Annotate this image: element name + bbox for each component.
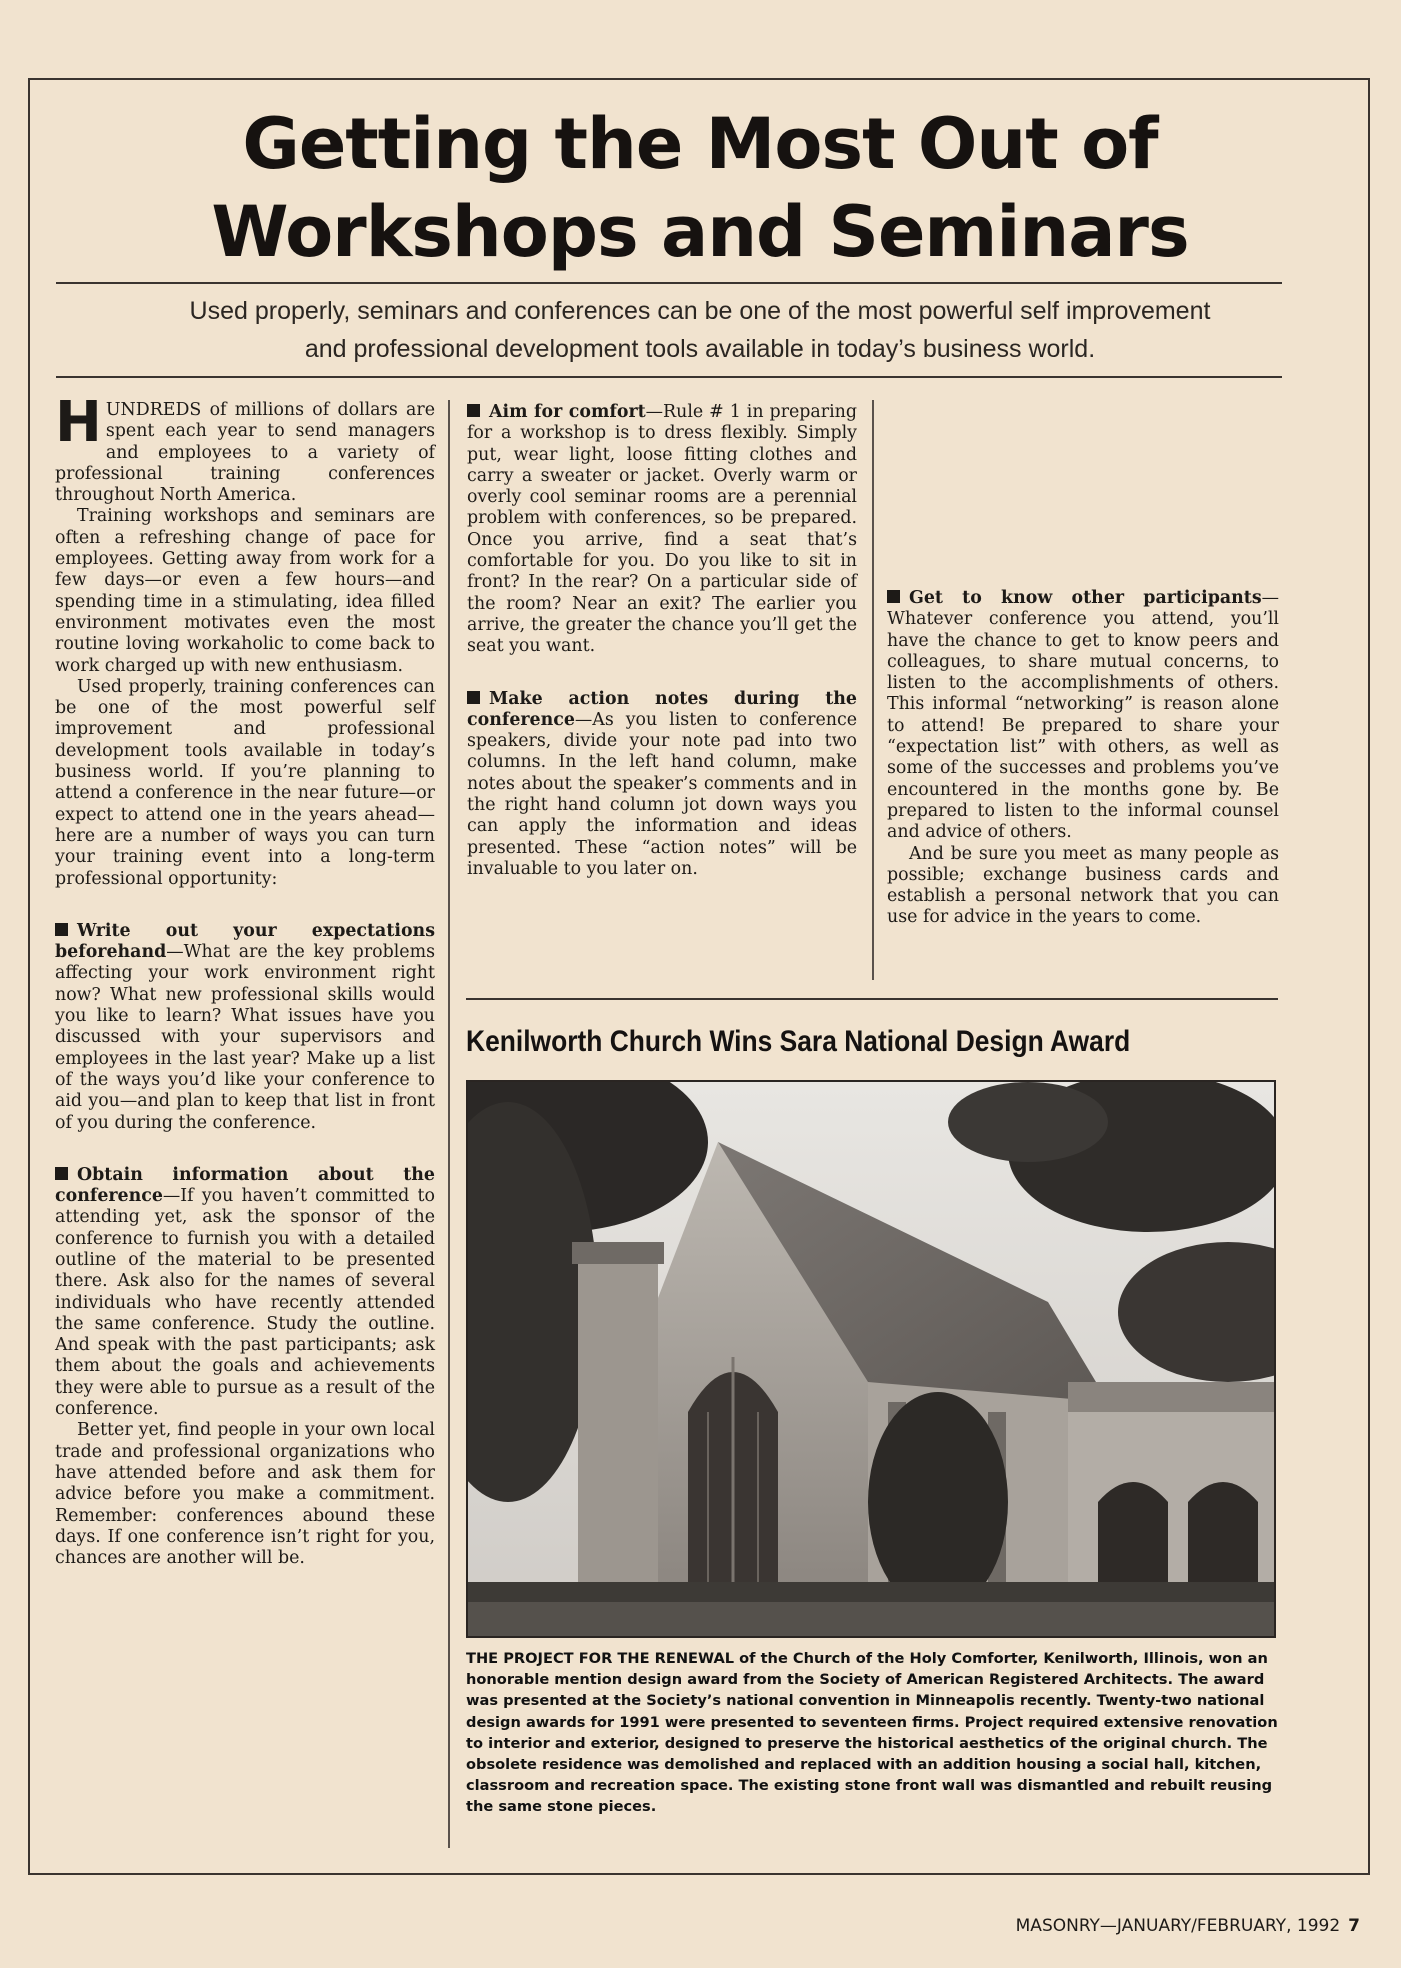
photo-caption: THE PROJECT FOR THE RENEWAL of the Church of the Holy Comforter, Kenilworth, Illinois, won an honorable mention design award from the Society of American Registered Architects. The award was presented at the Society’s national convention in Minneapolis recently. Twenty-two national design awards for 1991 were presented to seventeen firms. Project required extensive renovation to interior and exterior, designed to preserve the historical aesthetics of the original church. The obsolete residence was demolished and replaced with an addition housing a social hall, kitchen, classroom and recreation space. The existing stone front wall was dismantled and rebuilt reusing the same stone pieces. (466, 1650, 1278, 1816)
title-rule (56, 282, 1282, 284)
church-photo (466, 1080, 1276, 1638)
article-subtitle: Used properly, seminars and conferences can be one of the most powerful self improvement and professional development tools available in today’s business world. (189, 297, 1211, 363)
square-bullet-icon (55, 923, 68, 936)
news-headline: Kenilworth Church Wins Sara National Design Award (466, 1025, 1131, 1058)
article-column-3 (887, 402, 1279, 929)
page-footer (860, 1916, 1360, 1936)
tip-aim-for-comfort: Aim for comfort—Rule # 1 in preparing for a workshop is to dress flexibly. Simply put, wear light, loose fitting clothes and carry a sweater or jacket. Overly warm or overly cool seminar rooms are a perennial problem with conferences, so be prepared. Once you arrive, find a seat that’s comfortable for you. Do you like to sit in front? In the rear? On a particular side of the room? Near an exit? The earlier you arrive, the greater the chance you’ll get the seat you want. (467, 402, 858, 657)
article-column-2 (467, 402, 857, 880)
issue-date: MASONRY—JANUARY/FEBRUARY, 1992 (1015, 1916, 1341, 1936)
tip-get-to-know: Get to know other participants—Whatever conference you attend, you’ll have the chance to get to know peers and colleagues, to share mutual concerns, to listen to the accomplishments of others. This informal “networking” is reason alone to attend! Be prepared to share your “expectation list” with others, as well as some of the successes and problems you’ve encountered in the months gone by. Be prepared to listen to the informal counsel and advice of others. (887, 588, 1279, 843)
lead-paragraph: HUNDREDS of millions of dollars are spent each year to send managers and employees to a variety of professional training conferences throughout North America. (55, 390, 435, 506)
subtitle-rule (56, 376, 1282, 378)
drop-cap: H (55, 390, 102, 455)
paragraph: Training workshops and seminars are often a refreshing change of pace for employees. Getting away from work for a few days—or even a few hours—and spending time in a stimulating, idea filled environment motivates even the most routine loving workaholic to come back to work charged up with new enthusiasm. (55, 506, 435, 676)
square-bullet-icon (467, 404, 480, 417)
square-bullet-icon (887, 590, 900, 603)
page-number: 7 (1348, 1916, 1360, 1936)
paragraph: And be sure you meet as many people as possible; exchange business cards and establish a personal network that you can use for advice in the years to come. (887, 843, 1279, 928)
square-bullet-icon (55, 1167, 68, 1180)
tip-expectations: Write out your expectations beforehand—What are the key problems affecting your work environment right now? What new professional skills would you like to learn? What issues have you discussed with your supervisors and employees in the last year? Make up a list of the ways you’d like your conference to aid you—and plan to keep that list in front of you during the conference. (55, 920, 435, 1133)
article-column-1 (55, 390, 435, 1569)
title-line-2: Workshops and Seminars (211, 191, 1189, 273)
news-rule (466, 998, 1278, 1000)
tip-action-notes: Make action notes during the conference—As you listen to conference speakers, divide your note pad into two columns. In the left hand column, make notes about the speaker’s comments and in the right hand column jot down ways you can apply the information and ideas presented. These “action notes” will be invaluable to you later on. (467, 688, 857, 879)
article-title (60, 100, 1340, 276)
tip-obtain-information: Obtain information about the conference—If you haven’t committed to attending yet, ask the sponsor of the conference to furnish you with a detailed outline of the material to be presented there. Ask also for the names of several individuals who have recently attended the same conference. Study the outline. And speak with the past participants; ask them about the goals and achievements they were able to pursue as a result of the conference. (55, 1164, 435, 1420)
church-illustration (468, 1082, 1274, 1636)
paragraph: Better yet, find people in your own local trade and professional organizations who have attended before and ask them for advice before you make a commitment. Remember: conferences abound these days. If one conference isn’t right for you, chances are another will be. (55, 1420, 435, 1569)
column-divider (872, 400, 874, 980)
title-line-1: Getting the Most Out of (242, 103, 1158, 185)
square-bullet-icon (467, 691, 480, 704)
column-divider (448, 400, 450, 1848)
paragraph: Used properly, training conferences can be one of the most powerful self improvement and professional development tools available in today’s business world. If you’re planning to attend a conference in the near future—or expect to attend one in the years ahead—here are a number of ways you can turn your training event into a long-term professional opportunity: (55, 676, 435, 889)
